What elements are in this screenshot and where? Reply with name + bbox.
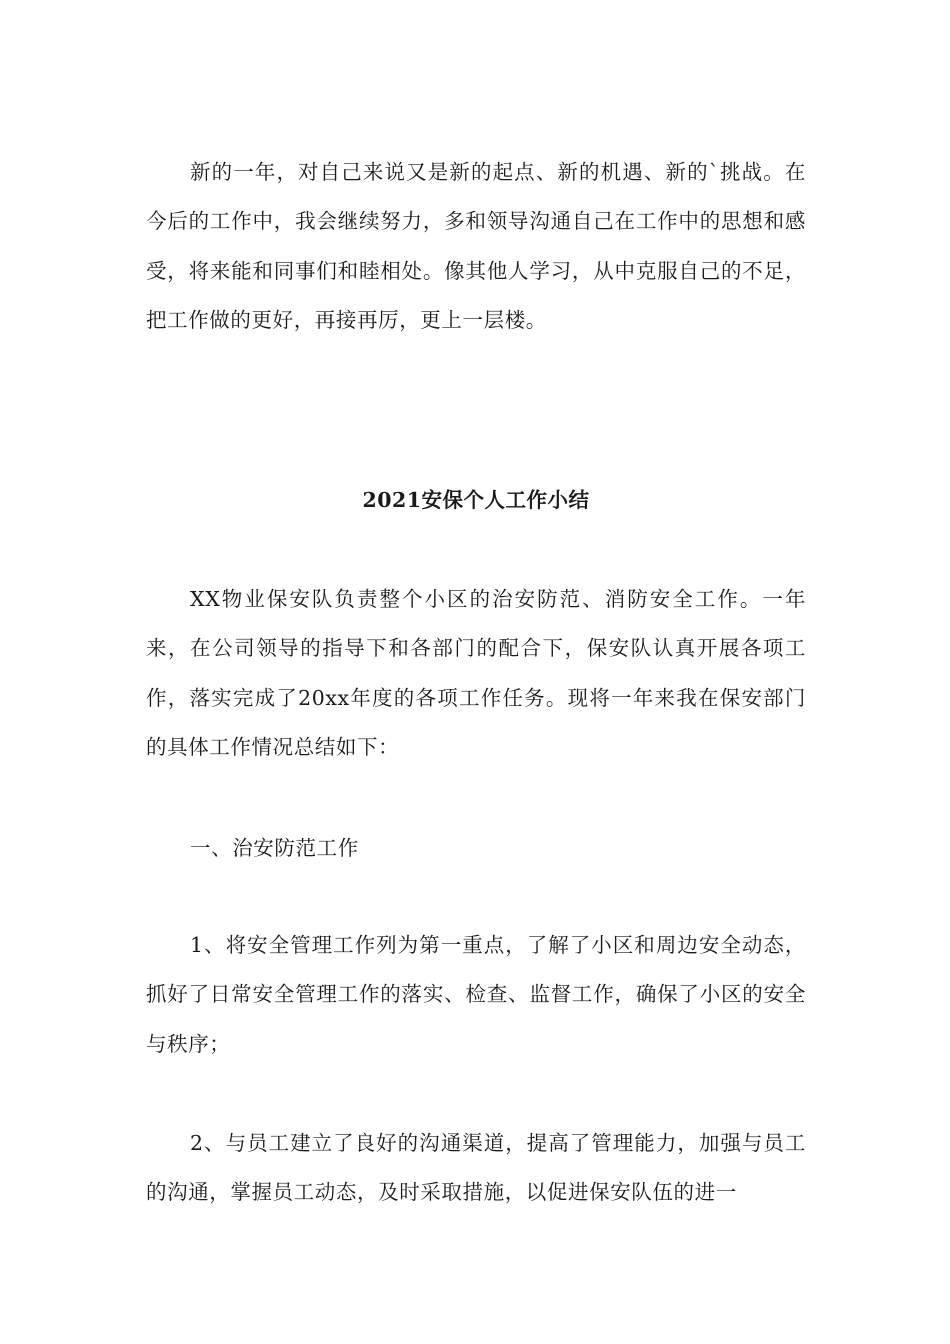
intro-paragraph: XX物业保安队负责整个小区的治安防范、消防安全工作。一年来，在公司领导的指导下和各部门的配合下，保安队认真开展各项工作，落实完成了20xx年度的各项工作任务。现将一年来我在保安部门的具体工作情况总结如下：: [146, 587, 806, 759]
list-item-1: 1、将安全管理工作列为第一重点，了解了小区和周边安全动态，抓好了日常安全管理工作的落实、检查、监督工作，确保了小区的安全与秩序；: [146, 933, 806, 1056]
closing-paragraph: 新的一年，对自己来说又是新的起点、新的机遇、新的`挑战。在今后的工作中，我会继续努力，多和领导沟通自己在工作中的思想和感受，将来能和同事们和睦相处。像其他人学习，从中克服自己的不足，把工作做的更好，再接再厉，更上一层楼。: [146, 160, 806, 332]
list-item-2: 2、与员工建立了良好的沟通渠道，提高了管理能力，加强与员工的沟通，掌握员工动态，及时采取措施，以促进保安队伍的进一: [146, 1131, 806, 1205]
section-heading: 一、治安防范工作: [190, 836, 359, 860]
document-title: 2021安保个人工作小结: [362, 488, 590, 512]
